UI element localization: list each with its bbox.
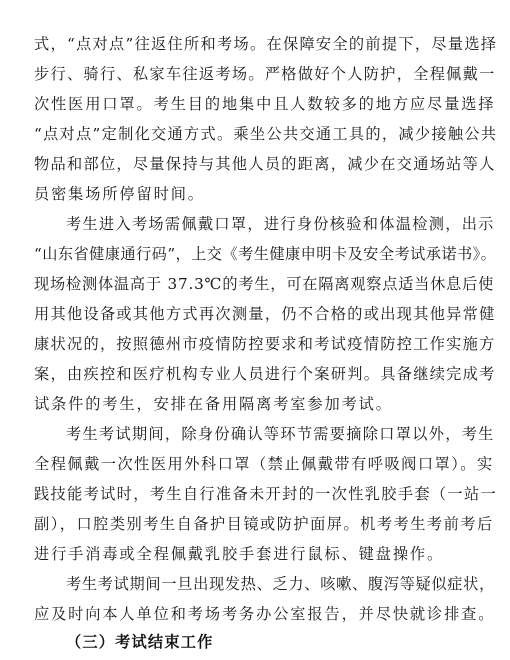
text-line: 案，由疾控和医疗机构专业人员进行个案研判。具备继续完成考 (34, 365, 496, 383)
text-line: 副），口腔类别考生自备护目镜或防护面屏。机考考生考前考后 (34, 515, 494, 533)
text-line: 式，“点对点”往返住所和考场。在保障安全的前提下，尽量选择 (34, 35, 498, 53)
section-heading: （三）考试结束工作 (66, 633, 214, 651)
text-line: 康状况的，按照德州市疫情防控要求和考试疫情防控工作实施方 (34, 335, 496, 353)
text-line: 践技能考试时，考生自行准备未开封的一次性乳胶手套（一站一 (34, 485, 498, 503)
text-line: 考生考试期间一旦出现发热、乏力、咳嗽、腹泻等疑似症状， (66, 575, 495, 593)
text-line: “山东省健康通行码”，上交《考生健康申明卡及安全考试承诺书》。 (34, 245, 497, 263)
text-line: 员密集场所停留时间。 (34, 185, 205, 203)
text-line: 考生考试期间，除身份确认等环节需要摘除口罩以外，考生 (66, 425, 495, 443)
text-line: 全程佩戴一次性医用外科口罩（禁止佩戴带有呼吸阀口罩）。实 (34, 455, 494, 473)
text-line: 考生进入考场需佩戴口罩，进行身份核验和体温检测，出示 (66, 215, 495, 233)
text-line: 用其他设备或其他方式再次测量，仍不合格的或出现其他异常健 (34, 305, 496, 323)
text-line: 次性医用口罩。考生目的地集中且人数较多的地方应尽量选择 (34, 95, 496, 113)
text-line: 进行手消毒或全程佩戴乳胶手套进行鼠标、键盘操作。 (34, 545, 445, 563)
text-line: 试条件的考生，安排在备用隔离考室参加考试。 (34, 395, 393, 413)
text-line: “点对点”定制化交通方式。乘坐公共交通工具的，减少接触公共 (34, 125, 498, 143)
text-line: 应及时向本人单位和考场考务办公室报告，并尽快就诊排查。 (34, 605, 496, 623)
text-line: 现场检测体温高于 37.3℃的考生，可在隔离观察点适当休息后使 (34, 275, 495, 293)
text-line: 物品和部位，尽量保持与其他人员的距离，减少在交通场站等人 (34, 155, 496, 173)
text-line: 步行、骑行、私家车往返考场。严格做好个人防护，全程佩戴一 (34, 65, 496, 83)
